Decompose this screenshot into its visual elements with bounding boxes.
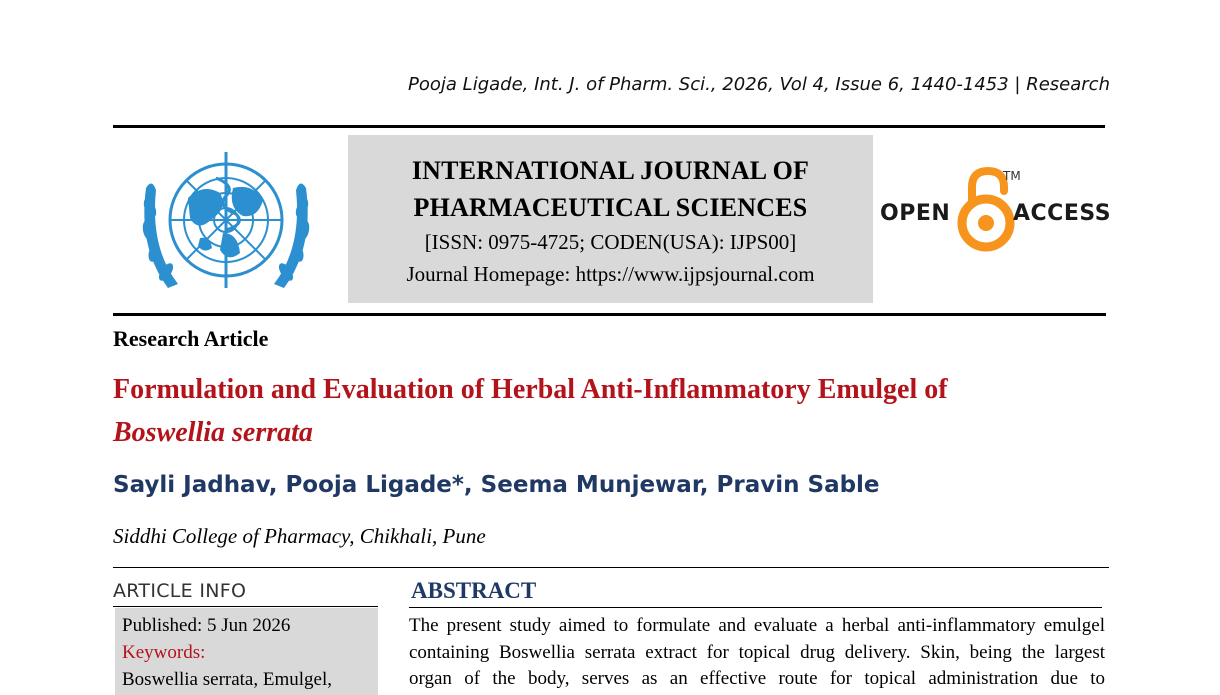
journal-title-line1: INTERNATIONAL JOURNAL OF xyxy=(411,156,810,185)
open-access-tm: TM xyxy=(1003,169,1021,183)
abstract-line: organ of the body, serves as an effective route for topical administration due to xyxy=(409,668,1105,689)
open-access-logo xyxy=(880,165,1110,255)
bottom-rule xyxy=(113,313,1106,316)
article-title xyxy=(113,368,1113,454)
authors: Sayli Jadhav, Pooja Ligade*, Seema Munjewar, Pravin Sable xyxy=(113,472,880,498)
abstract-text xyxy=(409,613,1105,693)
abstract-line: containing Boswellia serrata extract for topical drug delivery. Skin, being the largest xyxy=(409,641,1105,663)
abstract-heading: ABSTRACT xyxy=(411,578,537,603)
article-type: Research Article xyxy=(113,326,269,351)
separator-rule xyxy=(113,567,1109,568)
abstract-rule xyxy=(409,607,1102,608)
article-info-box xyxy=(115,608,378,695)
top-rule xyxy=(113,125,1105,128)
journal-homepage[interactable]: Journal Homepage: https://www.ijpsjournal.com xyxy=(406,262,815,286)
article-info-rule xyxy=(113,606,378,607)
article-info-heading: ARTICLE INFO xyxy=(113,580,247,602)
journal-header-box xyxy=(348,135,873,303)
citation-line: Pooja Ligade, Int. J. of Pharm. Sci., 2026, Vol 4, Issue 6, 1440-1453 | Research xyxy=(408,74,1110,95)
affiliation: Siddhi College of Pharmacy, Chikhali, Pune xyxy=(113,524,486,548)
keywords-label: Keywords: xyxy=(122,642,206,663)
open-access-open-text: OPEN xyxy=(880,201,951,226)
article-title-italic: Boswellia serrata xyxy=(113,417,313,448)
published-date: Published: 5 Jun 2026 xyxy=(122,615,291,636)
journal-title-line2: PHARMACEUTICAL SCIENCES xyxy=(413,193,808,222)
keywords-list: Boswellia serrata, Emulgel, xyxy=(122,669,332,690)
abstract-line: The present study aimed to formulate and evaluate a herbal anti-inflammatory emulgel xyxy=(409,615,1105,636)
article-title-main: Formulation and Evaluation of Herbal Anti-Inflammatory Emulgel of xyxy=(113,374,948,405)
open-access-access-text: ACCESS xyxy=(1013,201,1112,226)
un-emblem-icon xyxy=(128,138,324,306)
journal-issn: [ISSN: 0975-4725; CODEN(USA): IJPS00] xyxy=(424,230,797,254)
